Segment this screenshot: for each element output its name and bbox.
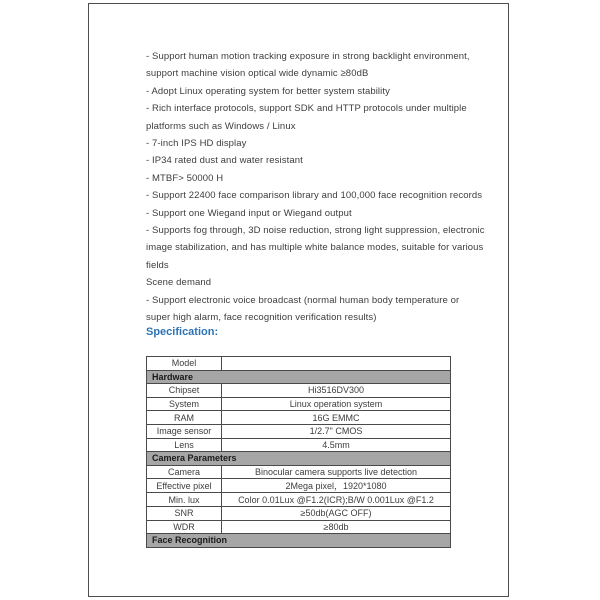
intro-line: - MTBF> 50000 H bbox=[146, 172, 224, 184]
row-label-cell: Model bbox=[147, 357, 222, 371]
row-label-cell: WDR bbox=[147, 520, 222, 534]
intro-line: platforms such as Windows / Linux bbox=[146, 120, 296, 132]
intro-line: - Rich interface protocols, support SDK and HTTP protocols under multiple bbox=[146, 103, 467, 115]
specification-table bbox=[146, 356, 451, 548]
row-label-cell: Min. lux bbox=[147, 493, 222, 507]
row-value-cell: Hi3516DV300 bbox=[222, 384, 451, 398]
intro-line: - 7-inch IPS HD display bbox=[146, 138, 247, 150]
table-row-effective-pixel bbox=[147, 479, 451, 493]
intro-line: Scene demand bbox=[146, 277, 212, 289]
intro-line: - Support one Wiegand input or Wiegand output bbox=[146, 207, 352, 219]
intro-line: - Support 22400 face comparison library and 100,000 face recognition records bbox=[146, 190, 483, 202]
table-row-model bbox=[147, 357, 451, 371]
row-label-cell: Camera bbox=[147, 465, 222, 479]
table-row-chipset bbox=[147, 384, 451, 398]
row-value-cell: 1/2.7" CMOS bbox=[222, 424, 451, 438]
row-label-cell: RAM bbox=[147, 411, 222, 425]
row-label-cell: System bbox=[147, 397, 222, 411]
intro-line: - Supports fog through, 3D noise reduction, strong light suppression, electronic bbox=[146, 225, 485, 237]
section-row-face-recognition bbox=[147, 534, 451, 548]
table-row-camera bbox=[147, 465, 451, 479]
intro-line: - Support human motion tracking exposure in strong backlight environment, bbox=[146, 51, 470, 62]
row-value-cell: 16G EMMC bbox=[222, 411, 451, 425]
row-value-cell: ≥80db bbox=[222, 520, 451, 534]
specification-heading: Specification: bbox=[146, 326, 219, 338]
row-value-cell: 2Mega pixel，1920*1080 bbox=[222, 479, 451, 493]
section-label-cell: Camera Parameters bbox=[147, 452, 451, 466]
section-label-cell: Face Recognition bbox=[147, 534, 451, 548]
table-row-image-sensor bbox=[147, 424, 451, 438]
intro-line: support machine vision optical wide dynamic ≥80dB bbox=[146, 68, 369, 80]
row-label-cell: Lens bbox=[147, 438, 222, 452]
row-label-cell: Effective pixel bbox=[147, 479, 222, 493]
table-row-snr bbox=[147, 506, 451, 520]
document-page bbox=[88, 3, 509, 597]
table-row-system bbox=[147, 397, 451, 411]
table-row-ram bbox=[147, 411, 451, 425]
table-row-lens bbox=[147, 438, 451, 452]
row-value-cell bbox=[222, 357, 451, 371]
row-label-cell: Image sensor bbox=[147, 424, 222, 438]
row-value-cell: 4.5mm bbox=[222, 438, 451, 452]
table-row-wdr bbox=[147, 520, 451, 534]
row-label-cell: Chipset bbox=[147, 384, 222, 398]
row-label-cell: SNR bbox=[147, 506, 222, 520]
table-row-min-lux bbox=[147, 493, 451, 507]
intro-line: - IP34 rated dust and water resistant bbox=[146, 155, 303, 167]
row-value-cell: Color 0.01Lux @F1.2(ICR);B/W 0.001Lux @F1.2 bbox=[222, 493, 451, 507]
row-value-cell: ≥50db(AGC OFF) bbox=[222, 506, 451, 520]
section-row-hardware bbox=[147, 370, 451, 384]
row-value-cell: Linux operation system bbox=[222, 397, 451, 411]
row-value-cell: Binocular camera supports live detection bbox=[222, 465, 451, 479]
intro-text bbox=[146, 48, 485, 327]
section-row-camera-parameters bbox=[147, 452, 451, 466]
intro-line: image stabilization, and has multiple white balance modes, suitable for various bbox=[146, 242, 484, 254]
intro-line: super high alarm, face recognition verification results) bbox=[146, 312, 377, 324]
section-label-cell: Hardware bbox=[147, 370, 451, 384]
intro-line: - Adopt Linux operating system for better system stability bbox=[146, 85, 390, 97]
intro-line: fields bbox=[146, 259, 169, 271]
intro-line: - Support electronic voice broadcast (normal human body temperature or bbox=[146, 294, 460, 306]
